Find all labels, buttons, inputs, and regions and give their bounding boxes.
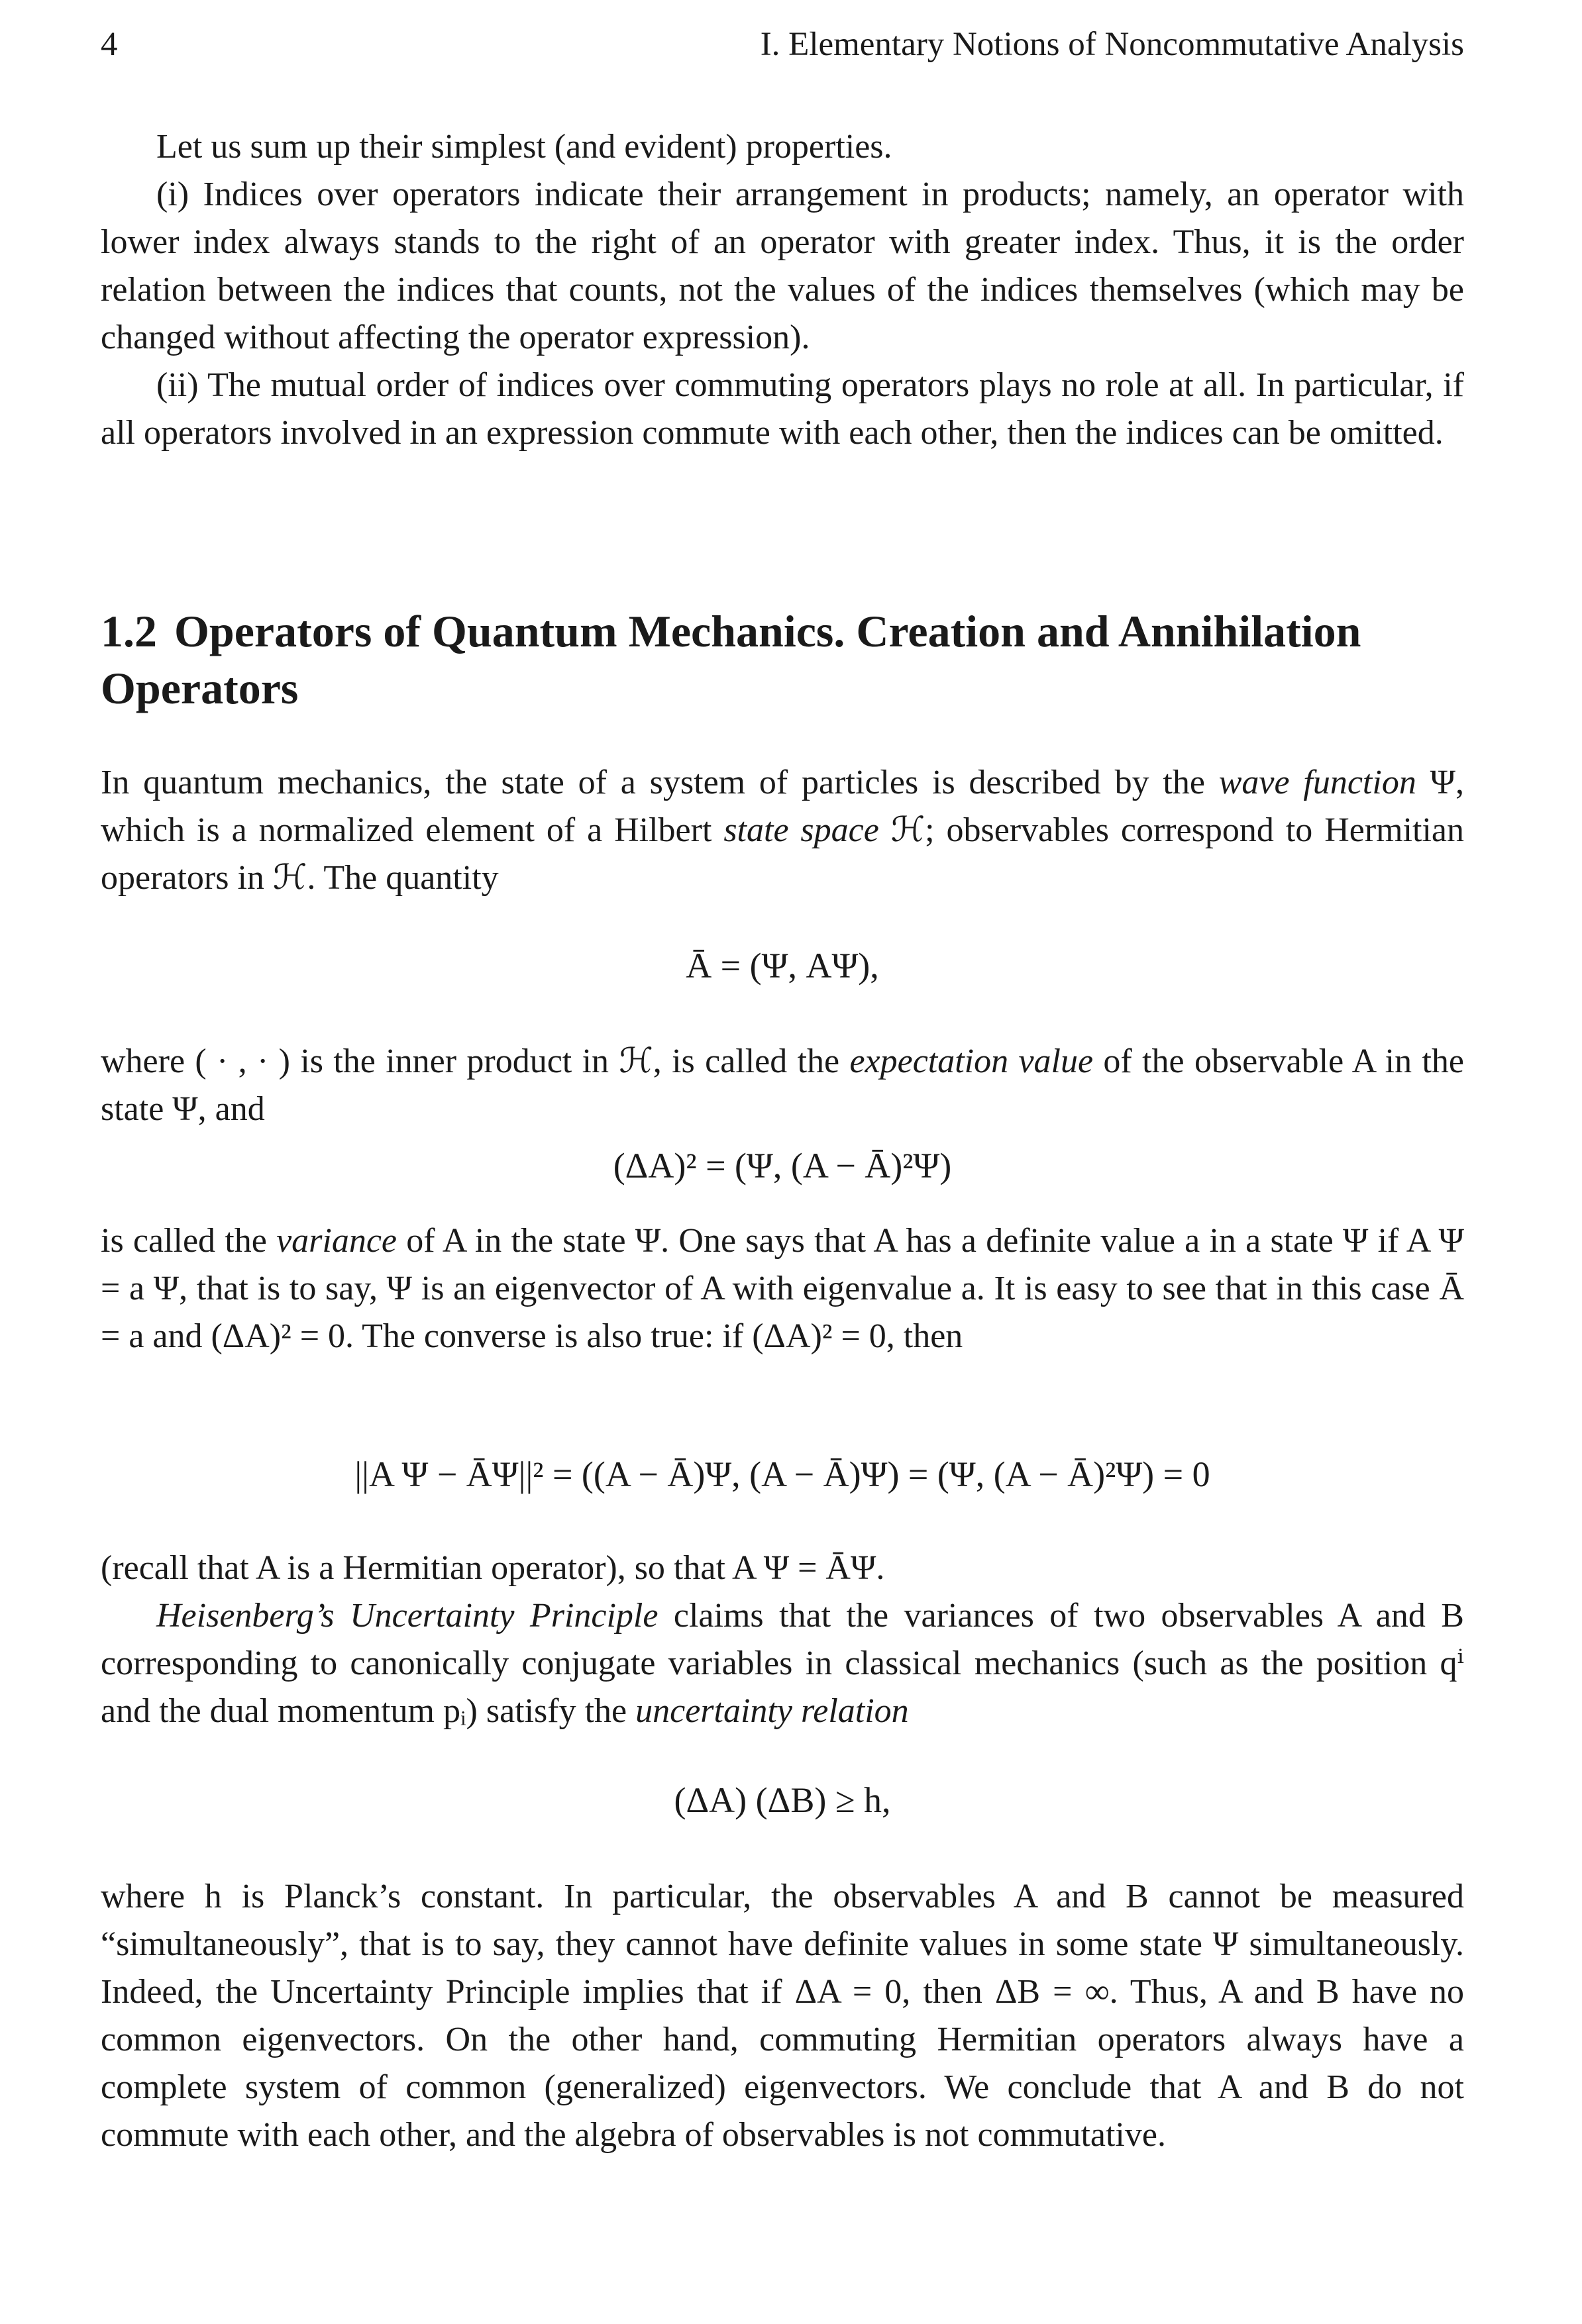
term-heisenberg-principle: Heisenberg’s Uncertainty Principle	[156, 1597, 659, 1635]
text-run: Ψ, which is a normalized element of a Hilbert	[101, 764, 1465, 849]
running-title: I. Elementary Notions of Noncommutative Analysis	[760, 26, 1464, 63]
text-run: claims that the variances of two observables A and B corresponding to canonically conjugate variables in classical mechanics (such as the position qⁱ and the dual momentum pᵢ) satisfy the	[101, 1597, 1464, 1730]
paragraph-5: where h is Planck’s constant. In particular, the observables A and B cannot be measured “simultaneously”, that is to say, they cannot have definite values in some state Ψ simultaneously. Indeed, the Uncertainty Principle implies that if ΔA = 0, then ΔB = ∞. Thus, A and B have no common eigenvectors. On the other hand, commuting Hermitian operators always have a complete system of common (generalized) eigenvectors. We conclude that A and B do not commute with each other, and the algebra of observables is not commutative.	[101, 1878, 1464, 2154]
paragraph-4	[101, 1592, 1464, 1735]
intro-text	[101, 123, 1464, 457]
paragraph-planck	[101, 1873, 1464, 2159]
paragraph-2	[101, 1038, 1464, 1133]
running-header	[101, 25, 1464, 72]
paragraph-3	[101, 1217, 1464, 1360]
intro-paragraph-2: (i) Indices over operators indicate their arrangement in products; namely, an operator with lower index always stands to the right of an operator with greater index. Thus, it is the order relation between the indices that counts, not the values of the indices themselves (which may be changed without affecting the operator expression).	[101, 176, 1464, 356]
equation-uncertainty: (ΔA) (ΔB) ≥ h,	[674, 1780, 891, 1820]
paragraph-recall: (recall that A is a Hermitian operator), so that A Ψ = ĀΨ.	[101, 1549, 885, 1587]
paragraph-1	[101, 759, 1464, 902]
equation-norm: ||A Ψ − ĀΨ||² = ((A − Ā)Ψ, (A − Ā)Ψ) = (Ψ, (A − Ā)²Ψ) = 0	[354, 1454, 1210, 1494]
section-heading	[101, 603, 1464, 717]
text-run: is called the	[101, 1222, 277, 1260]
intro-paragraph-1: Let us sum up their simplest (and evident) properties.	[156, 128, 892, 166]
term-wave-function: wave function	[1218, 764, 1416, 801]
term-state-space: state space	[723, 811, 879, 849]
term-variance: variance	[276, 1222, 397, 1260]
intro-paragraph-3: (ii) The mutual order of indices over commuting operators plays no role at all. In particular, if all operators involved in an expression commute with each other, then the indices can be omitted.	[101, 366, 1464, 452]
text-run: of the observable A in the state Ψ, and	[101, 1042, 1464, 1128]
section-number: 1.2	[101, 606, 157, 656]
paragraph-expectation	[101, 1038, 1464, 1133]
text-run: where ( · , · ) is the inner product in ℋ, is called the	[101, 1042, 850, 1080]
text-run: of A in the state Ψ. One says that A has a definite value a in a state Ψ if A Ψ = a Ψ, that is to say, Ψ is an eigenvector of A with eigenvalue a. It is easy to see that in this case Ā = a and (ΔA)² = 0. The converse is also true: if (ΔA)² = 0, then	[101, 1222, 1464, 1355]
paragraph-wave-function	[101, 759, 1464, 902]
paragraph-variance	[101, 1217, 1464, 1360]
term-uncertainty-relation: uncertainty relation	[635, 1692, 909, 1730]
page-number: 4	[101, 26, 118, 63]
equation-expectation: Ā = (Ψ, AΨ),	[686, 946, 879, 985]
paragraph-heisenberg	[101, 1544, 1464, 1735]
text-run: In quantum mechanics, the state of a system of particles is described by the	[101, 764, 1219, 801]
section-title: Operators of Quantum Mechanics. Creation and Annihilation Operators	[101, 606, 1361, 713]
text-run: ℋ; observables correspond to Hermitian operators in ℋ. The quantity	[101, 811, 1465, 897]
equation-variance: (ΔA)² = (Ψ, (A − Ā)²Ψ)	[613, 1146, 952, 1186]
term-expectation-value: expectation value	[849, 1042, 1094, 1080]
